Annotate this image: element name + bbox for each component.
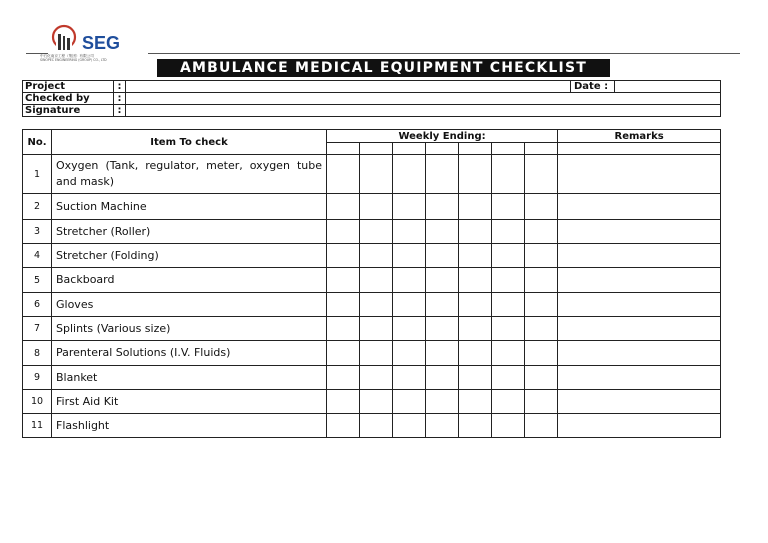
weekly-check-cell[interactable] bbox=[459, 414, 492, 438]
remarks-cell[interactable] bbox=[558, 317, 721, 341]
item-to-check: Splints (Various size) bbox=[52, 317, 327, 341]
weekly-check-cell[interactable] bbox=[492, 390, 525, 414]
week-col-header[interactable] bbox=[492, 143, 525, 155]
item-to-check: Blanket bbox=[52, 366, 327, 390]
weekly-check-cell[interactable] bbox=[459, 268, 492, 293]
weekly-check-cell[interactable] bbox=[360, 155, 393, 194]
weekly-check-cell[interactable] bbox=[426, 414, 459, 438]
weekly-check-cell[interactable] bbox=[360, 341, 393, 366]
company-name-en: SINOPEC ENGINEERING (GROUP) CO., LTD bbox=[40, 58, 107, 62]
header-rule bbox=[148, 53, 740, 54]
weekly-check-cell[interactable] bbox=[492, 317, 525, 341]
table-row bbox=[23, 293, 721, 317]
weekly-check-cell[interactable] bbox=[492, 194, 525, 220]
remarks-cell[interactable] bbox=[558, 155, 721, 194]
row-number: 10 bbox=[23, 390, 52, 414]
weekly-check-cell[interactable] bbox=[492, 155, 525, 194]
row-number: 8 bbox=[23, 341, 52, 366]
weekly-check-cell[interactable] bbox=[327, 341, 360, 366]
weekly-check-cell[interactable] bbox=[492, 244, 525, 268]
weekly-check-cell[interactable] bbox=[360, 317, 393, 341]
weekly-check-cell[interactable] bbox=[525, 244, 558, 268]
weekly-check-cell[interactable] bbox=[525, 268, 558, 293]
weekly-check-cell[interactable] bbox=[459, 317, 492, 341]
weekly-check-cell[interactable] bbox=[393, 366, 426, 390]
item-to-check: Suction Machine bbox=[52, 194, 327, 220]
checklist-table bbox=[22, 129, 721, 438]
weekly-check-cell[interactable] bbox=[360, 268, 393, 293]
checked-by-colon: : bbox=[114, 93, 126, 105]
weekly-check-cell[interactable] bbox=[393, 414, 426, 438]
info-table bbox=[22, 80, 721, 117]
weekly-check-cell[interactable] bbox=[426, 244, 459, 268]
weekly-check-cell[interactable] bbox=[459, 244, 492, 268]
weekly-check-cell[interactable] bbox=[492, 414, 525, 438]
remarks-cell[interactable] bbox=[558, 341, 721, 366]
weekly-check-cell[interactable] bbox=[327, 317, 360, 341]
weekly-check-cell[interactable] bbox=[393, 390, 426, 414]
checked-by-row bbox=[23, 93, 721, 105]
company-name-cn: 中石化南京工程（集团）有限公司 bbox=[40, 54, 94, 58]
week-col-header[interactable] bbox=[327, 143, 360, 155]
weekly-check-cell[interactable] bbox=[393, 268, 426, 293]
weekly-check-cell[interactable] bbox=[393, 155, 426, 194]
weekly-check-cell[interactable] bbox=[492, 366, 525, 390]
weekly-check-cell[interactable] bbox=[492, 341, 525, 366]
item-to-check: Parenteral Solutions (I.V. Fluids) bbox=[52, 341, 327, 366]
header-weekly-ending: Weekly Ending: bbox=[327, 130, 558, 143]
weekly-check-cell[interactable] bbox=[393, 244, 426, 268]
remarks-cell[interactable] bbox=[558, 194, 721, 220]
table-row bbox=[23, 155, 721, 194]
project-colon: : bbox=[114, 81, 126, 93]
weekly-check-cell[interactable] bbox=[426, 390, 459, 414]
table-row bbox=[23, 268, 721, 293]
weekly-check-cell[interactable] bbox=[459, 194, 492, 220]
weekly-check-cell[interactable] bbox=[327, 244, 360, 268]
week-col-header[interactable] bbox=[393, 143, 426, 155]
weekly-check-cell[interactable] bbox=[426, 268, 459, 293]
remarks-cell[interactable] bbox=[558, 268, 721, 293]
signature-field[interactable] bbox=[126, 105, 721, 117]
row-number: 1 bbox=[23, 155, 52, 194]
week-col-header[interactable] bbox=[426, 143, 459, 155]
row-number: 6 bbox=[23, 293, 52, 317]
weekly-check-cell[interactable] bbox=[459, 220, 492, 244]
remarks-cell[interactable] bbox=[558, 366, 721, 390]
weekly-check-cell[interactable] bbox=[393, 194, 426, 220]
item-to-check: Backboard bbox=[52, 268, 327, 293]
weekly-check-cell[interactable] bbox=[426, 220, 459, 244]
weekly-check-cell[interactable] bbox=[459, 366, 492, 390]
weekly-check-cell[interactable] bbox=[327, 155, 360, 194]
weekly-check-cell[interactable] bbox=[459, 155, 492, 194]
weekly-check-cell[interactable] bbox=[327, 293, 360, 317]
item-to-check: Stretcher (Folding) bbox=[52, 244, 327, 268]
weekly-check-cell[interactable] bbox=[327, 268, 360, 293]
item-to-check: Oxygen (Tank, regulator, meter, oxygen tube and mask) bbox=[52, 155, 327, 194]
weekly-check-cell[interactable] bbox=[426, 341, 459, 366]
weekly-check-cell[interactable] bbox=[459, 341, 492, 366]
row-number: 5 bbox=[23, 268, 52, 293]
weekly-check-cell[interactable] bbox=[426, 155, 459, 194]
weekly-check-cell[interactable] bbox=[525, 414, 558, 438]
remarks-cell[interactable] bbox=[558, 414, 721, 438]
weekly-check-cell[interactable] bbox=[459, 390, 492, 414]
project-row bbox=[23, 81, 721, 93]
table-row bbox=[23, 194, 721, 220]
weekly-check-cell[interactable] bbox=[327, 194, 360, 220]
item-to-check: Stretcher (Roller) bbox=[52, 220, 327, 244]
project-label: Project bbox=[23, 81, 114, 93]
row-number: 7 bbox=[23, 317, 52, 341]
weekly-check-cell[interactable] bbox=[360, 390, 393, 414]
document-title: AMBULANCE MEDICAL EQUIPMENT CHECKLIST bbox=[157, 59, 610, 77]
weekly-check-cell[interactable] bbox=[360, 293, 393, 317]
signature-row bbox=[23, 105, 721, 117]
weekly-check-cell[interactable] bbox=[426, 293, 459, 317]
checked-by-label: Checked by bbox=[23, 93, 114, 105]
weekly-check-cell[interactable] bbox=[525, 220, 558, 244]
weekly-check-cell[interactable] bbox=[525, 317, 558, 341]
remarks-cell[interactable] bbox=[558, 220, 721, 244]
weekly-check-cell[interactable] bbox=[360, 194, 393, 220]
signature-colon: : bbox=[114, 105, 126, 117]
remarks-cell[interactable] bbox=[558, 293, 721, 317]
weekly-check-cell[interactable] bbox=[525, 366, 558, 390]
date-label: Date : bbox=[571, 81, 615, 93]
row-number: 11 bbox=[23, 414, 52, 438]
checked-by-field[interactable] bbox=[126, 93, 721, 105]
weekly-check-cell[interactable] bbox=[327, 390, 360, 414]
table-row bbox=[23, 220, 721, 244]
weekly-check-cell[interactable] bbox=[426, 317, 459, 341]
week-col-header[interactable] bbox=[525, 143, 558, 155]
logo-brand-text: SEG bbox=[82, 33, 121, 53]
weekly-check-cell[interactable] bbox=[492, 220, 525, 244]
table-row bbox=[23, 244, 721, 268]
week-col-header[interactable] bbox=[360, 143, 393, 155]
table-row bbox=[23, 414, 721, 438]
weekly-check-cell[interactable] bbox=[525, 341, 558, 366]
header-item: Item To check bbox=[52, 130, 327, 155]
weekly-check-cell[interactable] bbox=[327, 414, 360, 438]
item-to-check: Gloves bbox=[52, 293, 327, 317]
weekly-check-cell[interactable] bbox=[393, 220, 426, 244]
remarks-subheader bbox=[558, 143, 721, 155]
remarks-cell[interactable] bbox=[558, 390, 721, 414]
remarks-cell[interactable] bbox=[558, 244, 721, 268]
weekly-check-cell[interactable] bbox=[492, 293, 525, 317]
table-row bbox=[23, 317, 721, 341]
row-number: 9 bbox=[23, 366, 52, 390]
table-row bbox=[23, 341, 721, 366]
item-to-check: Flashlight bbox=[52, 414, 327, 438]
weekly-check-cell[interactable] bbox=[360, 414, 393, 438]
weekly-check-cell[interactable] bbox=[525, 390, 558, 414]
weekly-check-cell[interactable] bbox=[525, 194, 558, 220]
header-rule-left bbox=[26, 53, 48, 54]
weekly-check-cell[interactable] bbox=[426, 194, 459, 220]
weekly-check-cell[interactable] bbox=[393, 317, 426, 341]
weekly-check-cell[interactable] bbox=[492, 268, 525, 293]
weekly-check-cell[interactable] bbox=[360, 244, 393, 268]
weekly-check-cell[interactable] bbox=[327, 220, 360, 244]
signature-label: Signature bbox=[23, 105, 114, 117]
week-col-header[interactable] bbox=[459, 143, 492, 155]
weekly-check-cell[interactable] bbox=[327, 366, 360, 390]
weekly-check-cell[interactable] bbox=[525, 293, 558, 317]
row-number: 4 bbox=[23, 244, 52, 268]
weekly-check-cell[interactable] bbox=[393, 293, 426, 317]
weekly-check-cell[interactable] bbox=[360, 220, 393, 244]
weekly-check-cell[interactable] bbox=[426, 366, 459, 390]
header-no: No. bbox=[23, 130, 52, 155]
table-row bbox=[23, 366, 721, 390]
item-to-check: First Aid Kit bbox=[52, 390, 327, 414]
weekly-check-cell[interactable] bbox=[360, 366, 393, 390]
weekly-check-cell[interactable] bbox=[525, 155, 558, 194]
project-field[interactable] bbox=[126, 81, 571, 93]
table-row bbox=[23, 390, 721, 414]
weekly-check-cell[interactable] bbox=[393, 341, 426, 366]
weekly-check-cell[interactable] bbox=[459, 293, 492, 317]
date-field[interactable] bbox=[615, 81, 721, 93]
header-remarks: Remarks bbox=[558, 130, 721, 143]
row-number: 2 bbox=[23, 194, 52, 220]
row-number: 3 bbox=[23, 220, 52, 244]
